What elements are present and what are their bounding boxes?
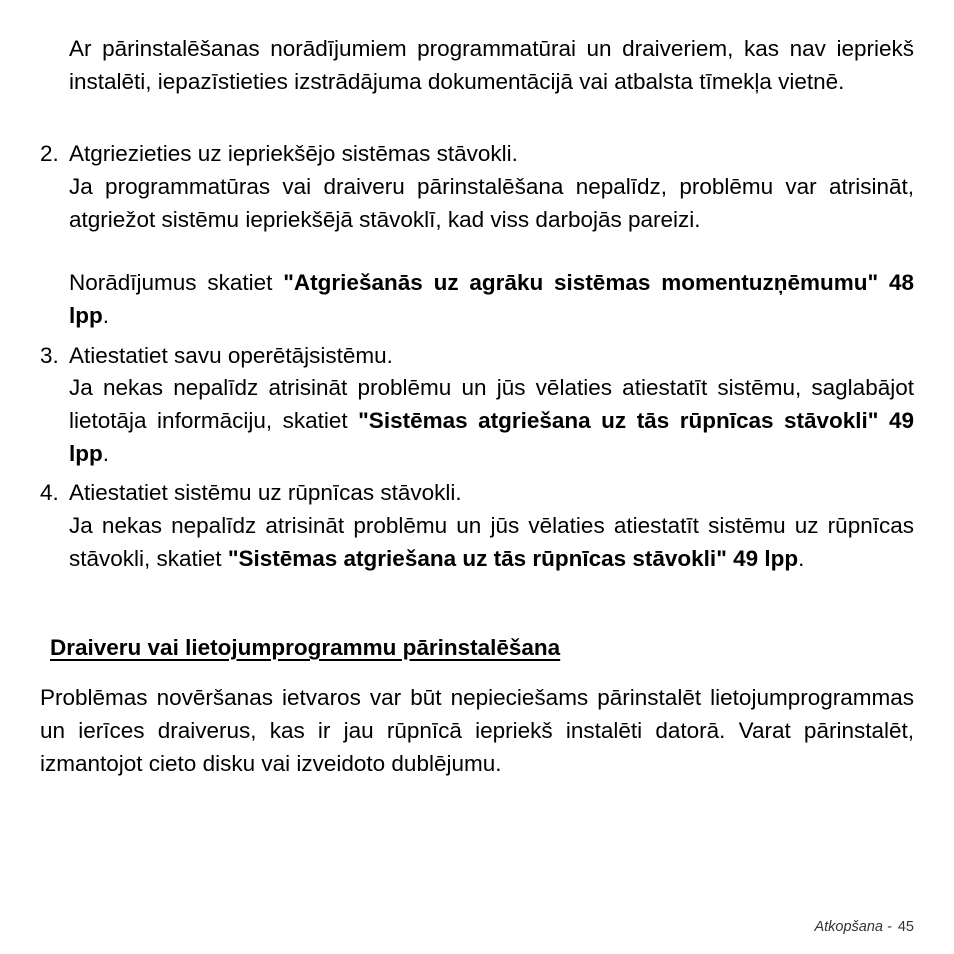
intro-text: Ar pārinstalēšanas norādījumiem programmatūrai un draiveriem, kas nav iepriekš instalēti, iepazīstieties izstrādājuma dokumentācijā vai atbalsta tīmekļa vietnē. — [69, 36, 914, 94]
step-3-body — [69, 371, 914, 470]
step-4-ref-suffix: . — [798, 546, 805, 571]
step-2-number: 2. — [40, 141, 59, 166]
section-heading: Draiveru vai lietojumprogrammu pārinstalēšana — [50, 635, 561, 660]
step-4-number: 4. — [40, 480, 59, 505]
footer-section-name: Atkopšana - — [814, 919, 892, 935]
step-4-title: Atiestatiet sistēmu uz rūpnīcas stāvokli. — [69, 480, 462, 505]
step-3-body-text: Ja nekas nepalīdz atrisināt problēmu un jūs vēlaties atiestatīt sistēmu, saglabājot lietotāja informāciju, skatiet — [69, 375, 914, 433]
step-4-title-line — [40, 476, 914, 509]
step-2-reference — [69, 266, 914, 332]
step-2-ref-suffix: . — [102, 303, 110, 328]
step-2-body-text: Ja programmatūras vai draiveru pārinstalēšana nepalīdz, problēmu var atrisināt, atgriežot sistēmu iepriekšējā stāvoklī, kad viss darbojās pareizi. — [69, 174, 914, 232]
step-3-number: 3. — [40, 343, 59, 368]
footer-page-number: 45 — [897, 919, 914, 935]
step-3-ref-link[interactable]: "Sistēmas atgriešana uz tās rūpnīcas stāvokli" 49 lpp — [69, 408, 914, 466]
step-4-ref-link[interactable]: "Sistēmas atgriešana uz tās rūpnīcas stāvokli" 49 lpp — [227, 546, 799, 571]
intro-paragraph — [69, 32, 914, 98]
section-paragraph — [40, 681, 914, 780]
step-2-title: Atgriezieties uz iepriekšējo sistēmas stāvokli. — [69, 141, 518, 166]
step-2-ref-link[interactable]: "Atgriešanās uz agrāku sistēmas momentuzņēmumu" 48 lpp — [69, 270, 914, 328]
step-2-title-line — [40, 137, 914, 170]
step-3-ref-suffix: . — [102, 441, 110, 466]
step-4-body — [69, 509, 914, 575]
step-4-body-text: Ja nekas nepalīdz atrisināt problēmu un jūs vēlaties atiestatīt sistēmu uz rūpnīcas stāvokli, skatiet — [69, 513, 914, 571]
step-3-title: Atiestatiet savu operētājsistēmu. — [69, 343, 393, 368]
step-3-title-line — [40, 339, 914, 372]
section-paragraph-text: Problēmas novēršanas ietvaros var būt nepieciešams pārinstalēt lietojumprogrammas un ierīces draiverus, kas ir jau rūpnīcā iepriekš instalēti datorā. Varat pārinstalēt, izmantojot cieto disku vai izveidoto dublējumu. — [40, 685, 914, 776]
page-footer — [814, 917, 914, 937]
step-2-ref-prefix: Norādījumus skatiet — [69, 270, 284, 295]
step-2-body — [69, 170, 914, 236]
